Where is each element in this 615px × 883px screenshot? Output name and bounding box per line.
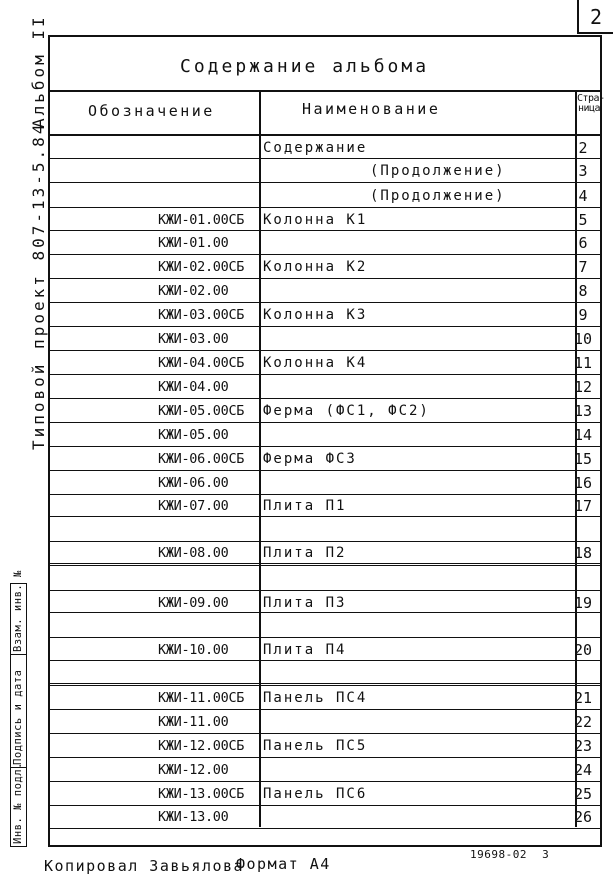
- row-page: 12: [573, 378, 593, 396]
- row-code: КЖИ-08.00: [158, 545, 229, 561]
- row-page: 10: [573, 330, 593, 348]
- row-page: 24: [573, 761, 593, 779]
- row-separator: [48, 230, 602, 231]
- copied-by: Копировал Завьялова: [44, 857, 245, 875]
- row-separator: [48, 757, 602, 758]
- row-page: 14: [573, 426, 593, 444]
- sheet-number: 2: [577, 0, 613, 34]
- row-page: 5: [578, 211, 588, 229]
- row-name: Панель ПС5: [263, 738, 368, 754]
- row-page: 15: [573, 450, 593, 468]
- row-name: Колонна К4: [263, 355, 368, 371]
- row-page: 13: [573, 402, 593, 420]
- row-name: Плита П1: [263, 498, 347, 514]
- row-name: (Продолжение): [370, 163, 506, 179]
- row-separator: [48, 565, 602, 566]
- row-code: КЖИ-07.00: [158, 498, 229, 514]
- row-name: Колонна К2: [263, 259, 368, 275]
- row-page: 8: [578, 282, 588, 300]
- row-separator: [48, 828, 602, 829]
- row-separator: [48, 563, 602, 564]
- album-label: Альбом II: [29, 14, 48, 128]
- row-name: Плита П3: [263, 595, 347, 611]
- row-separator: [48, 637, 602, 638]
- row-name: Колонна К1: [263, 212, 368, 228]
- row-page: 2: [578, 139, 588, 157]
- row-name: Панель ПС4: [263, 690, 368, 706]
- row-page: 25: [573, 785, 593, 803]
- row-code: КЖИ-05.00СБ: [158, 403, 245, 419]
- document-code: [470, 848, 549, 861]
- row-separator: [48, 446, 602, 447]
- stamp-separator: [11, 654, 26, 655]
- row-separator: [48, 494, 602, 495]
- row-separator: [48, 612, 602, 613]
- row-code: КЖИ-13.00: [158, 809, 229, 825]
- stamp-signature-date: Подпись и дата: [12, 669, 24, 765]
- row-code: КЖИ-13.00СБ: [158, 786, 245, 802]
- row-code: КЖИ-02.00: [158, 283, 229, 299]
- row-code: КЖИ-03.00: [158, 331, 229, 347]
- row-page: 19: [573, 594, 593, 612]
- header-name: Наименование: [302, 100, 441, 118]
- row-name: Содержание: [263, 140, 368, 156]
- header-top-line: [48, 90, 602, 92]
- row-code: КЖИ-02.00СБ: [158, 259, 245, 275]
- project-label: Типовой проект 807-13-5.84: [29, 121, 48, 450]
- row-page: 22: [573, 713, 593, 731]
- row-separator: [48, 660, 602, 661]
- page-title: Содержание альбома: [180, 56, 430, 77]
- row-page: 23: [573, 737, 593, 755]
- row-page: 7: [578, 258, 588, 276]
- row-page: 4: [578, 187, 588, 205]
- row-separator: [48, 541, 602, 542]
- row-separator: [48, 733, 602, 734]
- row-page: 9: [578, 306, 588, 324]
- row-separator: [48, 805, 602, 806]
- row-name: Ферма (ФС1, ФС2): [263, 403, 430, 419]
- row-separator: [48, 350, 602, 351]
- row-page: 20: [573, 641, 593, 659]
- row-name: Колонна К3: [263, 307, 368, 323]
- row-code: КЖИ-12.00СБ: [158, 738, 245, 754]
- row-separator: [48, 685, 602, 686]
- row-page: 6: [578, 234, 588, 252]
- doc-code: 19698-02: [470, 848, 527, 861]
- row-page: 16: [573, 474, 593, 492]
- row-code: КЖИ-09.00: [158, 595, 229, 611]
- row-separator: [48, 158, 602, 159]
- row-separator: [48, 182, 602, 183]
- row-code: КЖИ-11.00СБ: [158, 690, 245, 706]
- row-code: КЖИ-06.00СБ: [158, 451, 245, 467]
- row-name: Плита П2: [263, 545, 347, 561]
- row-page: 3: [578, 162, 588, 180]
- row-code: КЖИ-01.00: [158, 235, 229, 251]
- paper-format: Формат А4: [236, 855, 331, 873]
- row-separator: [48, 683, 602, 684]
- row-name: Ферма ФС3: [263, 451, 357, 467]
- row-code: КЖИ-04.00: [158, 379, 229, 395]
- header-page: Стра-ница: [577, 93, 605, 114]
- row-separator: [48, 302, 602, 303]
- column-divider-name: [259, 90, 261, 827]
- row-separator: [48, 781, 602, 782]
- row-separator: [48, 422, 602, 423]
- header-designation: Обозначение: [88, 102, 215, 120]
- row-separator: [48, 398, 602, 399]
- row-page: 21: [573, 689, 593, 707]
- row-separator: [48, 374, 602, 375]
- row-code: КЖИ-03.00СБ: [158, 307, 245, 323]
- row-code: КЖИ-06.00: [158, 475, 229, 491]
- row-separator: [48, 516, 602, 517]
- row-page: 26: [573, 808, 593, 826]
- stamp-replaced-inv: Взам. инв. №: [12, 570, 24, 652]
- row-name: Панель ПС6: [263, 786, 368, 802]
- row-page: 11: [573, 354, 593, 372]
- row-page: 17: [573, 497, 593, 515]
- row-name: Плита П4: [263, 642, 347, 658]
- row-page: 18: [573, 544, 593, 562]
- row-separator: [48, 254, 602, 255]
- row-code: КЖИ-12.00: [158, 762, 229, 778]
- row-separator: [48, 709, 602, 710]
- footer-sheet: 3: [542, 848, 550, 861]
- header-bottom-line: [48, 134, 602, 136]
- row-name: (Продолжение): [370, 188, 506, 204]
- row-separator: [48, 470, 602, 471]
- row-separator: [48, 278, 602, 279]
- stamp-inv-orig: Инв. № подл.: [12, 762, 24, 844]
- row-code: КЖИ-10.00: [158, 642, 229, 658]
- row-separator: [48, 326, 602, 327]
- row-code: КЖИ-11.00: [158, 714, 229, 730]
- row-code: КЖИ-05.00: [158, 427, 229, 443]
- row-separator: [48, 590, 602, 591]
- row-code: КЖИ-04.00СБ: [158, 355, 245, 371]
- row-code: КЖИ-01.00СБ: [158, 212, 245, 228]
- row-separator: [48, 207, 602, 208]
